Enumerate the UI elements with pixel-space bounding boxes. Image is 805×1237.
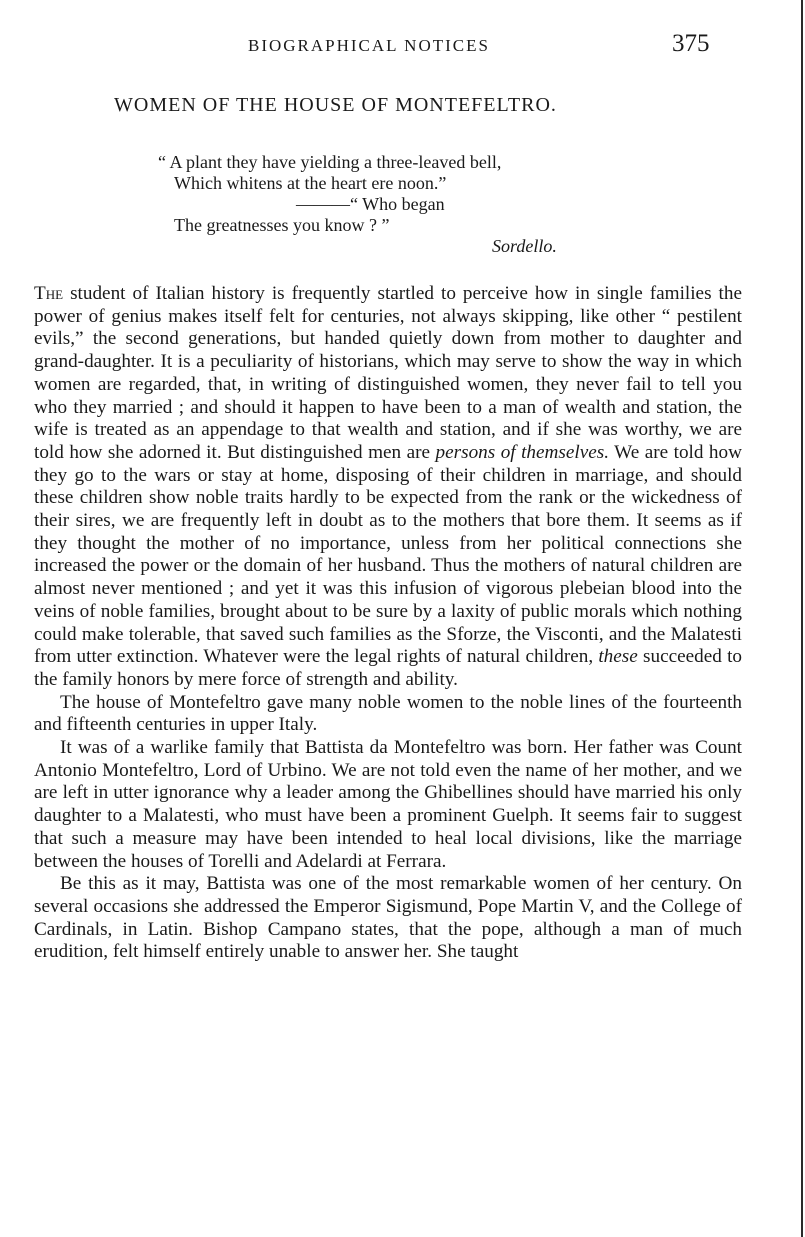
article-title: WOMEN OF THE HOUSE OF MONTEFELTRO. [114,94,557,116]
paragraph: Be this as it may, Battista was one of the most remarkable women of her century. On several occasions she addressed the Emperor Sigismund, Pope Martin V, and the College of Cardinals, in Latin. Bishop Campano states, that the pope, although a man of much erudition, felt himself entirely unable to answer her. She taught [34,873,742,963]
epigraph [150,152,610,257]
epigraph-attribution: Sordello. [492,236,557,256]
page-edge-rule [801,0,803,1237]
paragraph-text: We are told how they go to the wars or stay at home, disposing of their children in marriage, and should these children show noble traits hardly to be expected from the rank or the wickedness of their sires, we are frequently left in doubt as to the mothers that bore them. It seems as if they thought the mother of no importance, unless from her political connections she increased the power or the domain of her husband. Thus the mothers of natural children are almost never mentioned ; and yet it was this infusion of vigorous plebeian blood into the veins of noble families, brought about to be sure by a laxity of public morals which nothing could make tolerable, that saved such families as the Sforze, the Visconti, and the Malatesti from utter extinction. Whatever were the legal rights of natural children, [34,441,742,668]
paragraph-text: succeeded to the family honors by mere force of strength and ability. [34,646,742,690]
epigraph-line: ———“ Who began [296,194,445,214]
italic-text: these [598,646,638,668]
epigraph-line: The greatnesses you know ? ” [174,215,390,235]
italic-text: persons of themselves. [435,441,610,463]
paragraph-text: student of Italian history is frequently startled to perceive how in single families the power of genius makes itself felt for centuries, not always skipping, like other “ pestilent evils,” the second generations, but handed quietly down from mother to daughter and grand-daughter. It is a peculiarity of historians, which may serve to show the way in which women are regarded, that, in writing of distinguished women, they never fail to tell you who they married ; and should it happen to have been to a man of wealth and station, the wife is treated as an appendage to that wealth and station, and if she was worthy, we are told how she adorned it. But distinguished men are [34,283,742,463]
paragraph: It was of a warlike family that Battista da Montefeltro was born. Her father was Count Antonio Montefeltro, Lord of Urbino. We are not told even the name of her mother, and we are left in utter ignorance why a leader among the Ghibellines should have married his only daughter to a Malatesti, who must have been a prominent Guelph. It seems fair to suggest that such a measure may have been intended to heal local divisions, like the marriage between the houses of Torelli and Adelardi at Ferrara. [34,737,742,872]
paragraph [34,283,742,692]
page-number: 375 [672,30,710,57]
epigraph-line: Which whitens at the heart ere noon.” [174,173,447,193]
paragraph: The house of Montefeltro gave many noble women to the noble lines of the fourteenth and fifteenth centuries in upper Italy. [34,691,742,736]
epigraph-line: “ A plant they have yielding a three-leaved bell, [158,152,502,172]
body-text [34,283,742,964]
running-head: BIOGRAPHICAL NOTICES [248,36,490,55]
lead-word: The [34,283,64,304]
